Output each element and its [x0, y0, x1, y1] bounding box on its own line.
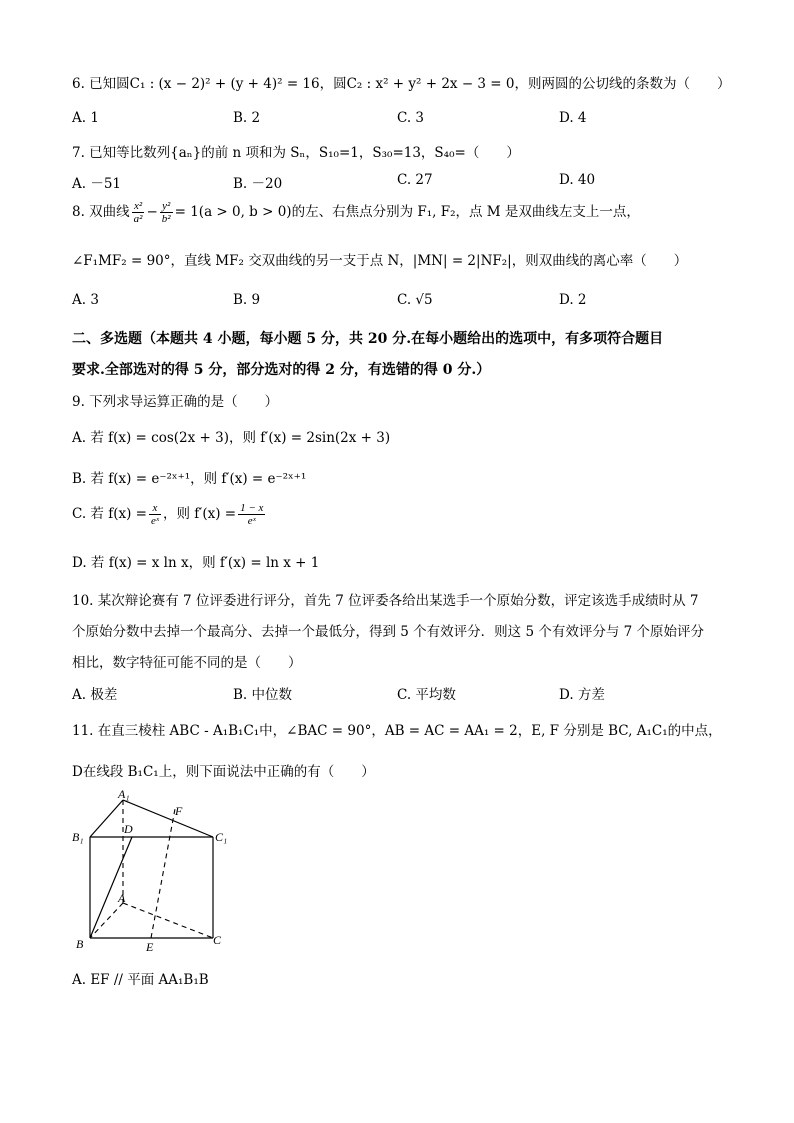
- label-c: C: [213, 933, 222, 947]
- q9-option-a: A. 若 f(x) = cos(2x + 3)，则 f′(x) = 2sin(2x + 3): [72, 430, 391, 446]
- q7-option-c: C. 27: [397, 172, 433, 188]
- prism-figure: [60, 785, 240, 955]
- q8-option-b: B. 9: [233, 292, 261, 308]
- q8-option-d: D. 2: [559, 292, 587, 308]
- q10-option-d: D. 方差: [559, 687, 605, 703]
- q10-option-c: C. 平均数: [397, 687, 456, 703]
- label-f: F: [175, 804, 183, 818]
- edge-b1-a1: [90, 800, 123, 837]
- label-a: A: [118, 891, 126, 905]
- q6-option-d: D. 4: [559, 110, 587, 126]
- hidden-segment-e-f: [151, 809, 175, 938]
- q7-stem: 7. 已知等比数列{aₙ}的前 n 项和为 Sₙ，S₁₀=1，S₃₀=13，S₄₀=（ ）: [72, 145, 520, 161]
- label-b: B: [76, 937, 84, 951]
- q6-option-b: B. 2: [233, 110, 261, 126]
- q9-stem: 9. 下列求导运算正确的是（ ）: [72, 394, 279, 410]
- q8-option-c: C. √5: [397, 292, 433, 308]
- q6-option-c: C. 3: [397, 110, 425, 126]
- label-d: D: [124, 822, 133, 836]
- q8-fraction-x: $\frac{\text{x²}}{\text{a²}}$: [133, 200, 143, 226]
- label-a1: A₁: [118, 787, 130, 801]
- q8-fraction-y: $\frac{\text{y²}}{\text{b²}}$: [161, 200, 171, 226]
- q6-option-a: A. 1: [72, 110, 99, 126]
- q7-option-a: A. －51: [72, 176, 122, 192]
- q8-option-a: A. 3: [72, 292, 99, 308]
- q10-stem-line1: 10. 某次辩论赛有 7 位评委进行评分，首先 7 位评委各给出某选手一个原始分数，评定该选手成绩时从 7: [72, 593, 699, 609]
- hidden-edge-a-c: [123, 903, 213, 938]
- q10-option-a: A. 极差: [72, 687, 118, 703]
- section2-heading-line2: 要求.全部选对的得 5 分，部分选对的得 2 分，有选错的得 0 分.）: [72, 362, 491, 378]
- q11-option-a: A. EF // 平面 AA₁B₁B: [72, 972, 209, 988]
- q7-option-b: B. －20: [233, 176, 283, 192]
- section2-heading-line1: 二、多选题（本题共 4 小题，每小题 5 分，共 20 分.在每小题给出的选项中，有多项符合题目: [72, 331, 664, 347]
- segment-b-d: [90, 837, 132, 938]
- q9c-fraction-2: $\frac{1 - x}{\text{eˣ}}$: [240, 502, 264, 528]
- q11-stem-line2: D在线段 B₁C₁上，则下面说法中正确的有（ ）: [72, 764, 375, 780]
- label-e: E: [146, 940, 154, 954]
- q10-stem-line3: 相比，数字特征可能不同的是（ ）: [72, 655, 302, 671]
- label-c1: C₁: [215, 830, 228, 844]
- edge-a1-c1: [123, 800, 213, 837]
- q7-option-d: D. 40: [559, 172, 596, 188]
- q9-option-d: D. 若 f(x) = x ln x，则 f′(x) = ln x + 1: [72, 555, 320, 571]
- label-b1: B₁: [72, 830, 84, 844]
- q9-option-c: C. 若 f(x) = $\frac{x}{\text{eˣ}}$ ，则 f′(x) = $\frac{1 - x}{\text{eˣ}}$: [72, 502, 264, 528]
- q10-option-b: B. 中位数: [233, 687, 293, 703]
- q8-stem-prefix: 8. 双曲线: [72, 204, 130, 221]
- q8-stem-line1: 8. 双曲线 $\frac{\text{x²}}{\text{a²}}$ − $\frac{\text{y²}}{\text{b²}}$ = 1(a > 0, b > 0)的左、右焦点分别为 F₁, F₂，点 M 是双曲线左支上一点，: [72, 200, 640, 226]
- q8-stem-line2: ∠F₁MF₂ = 90°，直线 MF₂ 交双曲线的另一支于点 N，|MN| = 2|NF₂|，则双曲线的离心率（ ）: [72, 253, 688, 269]
- q11-stem-line1: 11. 在直三棱柱 ABC - A₁B₁C₁中，∠BAC = 90°，AB = AC = AA₁ = 2，E, F 分别是 BC, A₁C₁的中点，: [72, 723, 722, 739]
- q6-stem: 6. 已知圆C₁ : (x − 2)² + (y + 4)² = 16，圆C₂ : x² + y² + 2x − 3 = 0，则两圆的公切线的条数为（ ）: [72, 76, 731, 92]
- q10-stem-line2: 个原始分数中去掉一个最高分、去掉一个最低分，得到 5 个有效评分．则这 5 个有效评分与 7 个原始评分: [72, 624, 705, 640]
- q9c-fraction-1: $\frac{x}{\text{eˣ}}$: [150, 502, 159, 528]
- q8-stem-suffix: = 1(a > 0, b > 0)的左、右焦点分别为 F₁, F₂，点 M 是双曲线左支上一点，: [174, 204, 640, 221]
- q9-option-b: B. 若 f(x) = e⁻²ˣ⁺¹，则 f′(x) = e⁻²ˣ⁺¹: [72, 471, 307, 487]
- hidden-edge-a-b: [90, 903, 123, 938]
